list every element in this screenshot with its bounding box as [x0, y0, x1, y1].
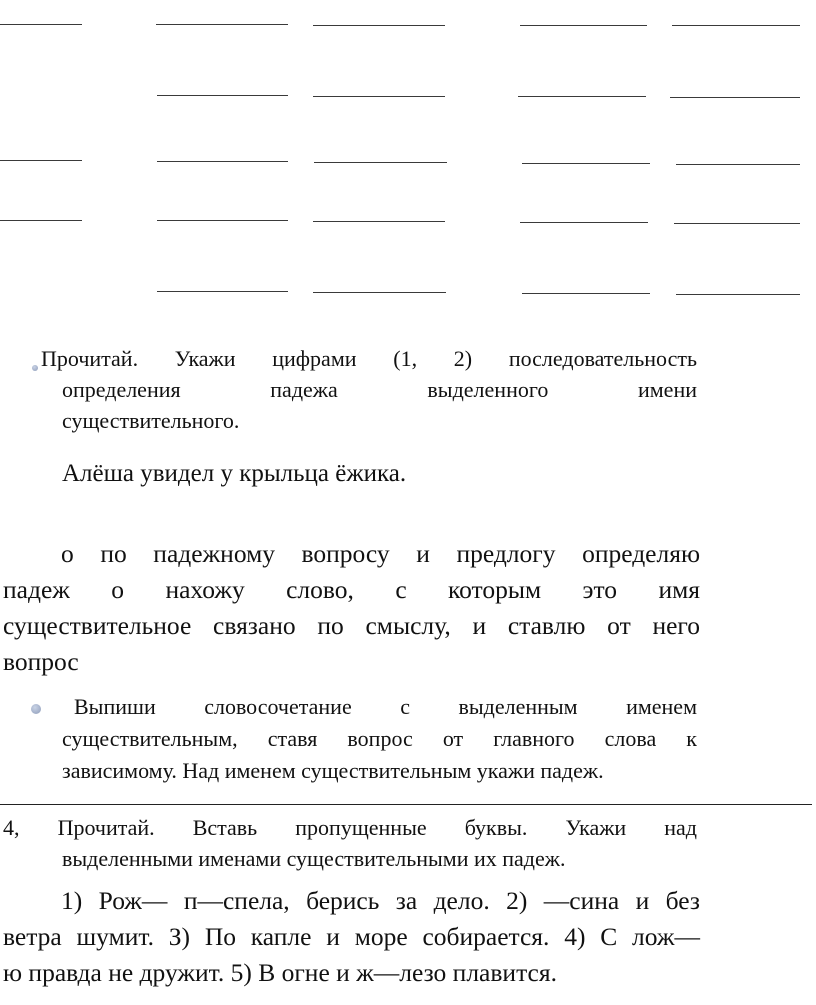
section-divider — [0, 804, 812, 805]
subtask-line-2: существительным, ставя вопрос от главного слова к — [62, 726, 697, 751]
subtask-line-1: Выпиши словосочетание с выделенным именем — [74, 694, 697, 719]
answer-line — [670, 97, 800, 98]
answer-line — [313, 292, 446, 293]
answer-line — [313, 25, 445, 26]
answer-line — [676, 164, 800, 165]
answer-line — [157, 161, 288, 162]
task-2-line-2: определения падежа выделенного имени — [62, 377, 697, 402]
task-2-line-1: Прочитай. Укажи цифрами (1, 2) последовательность — [41, 346, 697, 371]
proverbs-line-1: 1) Рож— п—спела, берись за дело. 2) —сина и без — [61, 886, 700, 915]
task-2-line-3: существительного. — [62, 408, 240, 433]
task-4-instruction — [3, 812, 697, 874]
answer-line — [0, 220, 82, 221]
algorithm-line-3: существительное связано по смыслу, и ставлю от него — [3, 611, 700, 640]
answer-line — [0, 24, 82, 25]
answer-line — [157, 220, 288, 221]
answer-line — [0, 160, 82, 161]
answer-line — [520, 222, 648, 223]
answer-line — [522, 293, 650, 294]
list-bullet — [32, 365, 38, 371]
subtask-instruction — [62, 691, 697, 787]
answer-line — [156, 24, 288, 25]
algorithm-line-4: вопрос — [3, 647, 79, 676]
answer-line — [674, 223, 800, 224]
answer-line — [676, 294, 800, 295]
example-sentence: Алёша увидел у крыльца ёжика. — [62, 460, 407, 487]
answer-line — [313, 221, 445, 222]
answer-line — [157, 291, 288, 292]
task-4-line-1: 4, Прочитай. Вставь пропущенные буквы. Укажи над — [3, 815, 697, 840]
case-algorithm — [3, 536, 700, 680]
answer-line — [522, 163, 650, 164]
answer-line — [518, 96, 646, 97]
answer-line — [672, 25, 800, 26]
list-bullet — [31, 704, 41, 714]
task-2-instruction — [41, 343, 697, 436]
answer-line — [157, 95, 288, 96]
proverbs-line-3: ю правда не дружит. 5) В огне и ж—лезо плавится. — [3, 958, 557, 987]
proverbs-text — [3, 883, 700, 991]
subtask-line-3: зависимому. Над именем существительным укажи падеж. — [62, 758, 604, 783]
algorithm-line-1: о по падежному вопросу и предлогу определяю — [61, 539, 700, 568]
task-4-line-2: выделенными именами существительными их падеж. — [62, 846, 566, 871]
answer-line — [313, 96, 445, 97]
answer-line — [314, 162, 447, 163]
answer-line — [520, 25, 647, 26]
algorithm-line-2: падеж о нахожу слово, с которым это имя — [3, 575, 700, 604]
proverbs-line-2: ветра шумит. З) По капле и море собирается. 4) С лож— — [3, 922, 700, 951]
